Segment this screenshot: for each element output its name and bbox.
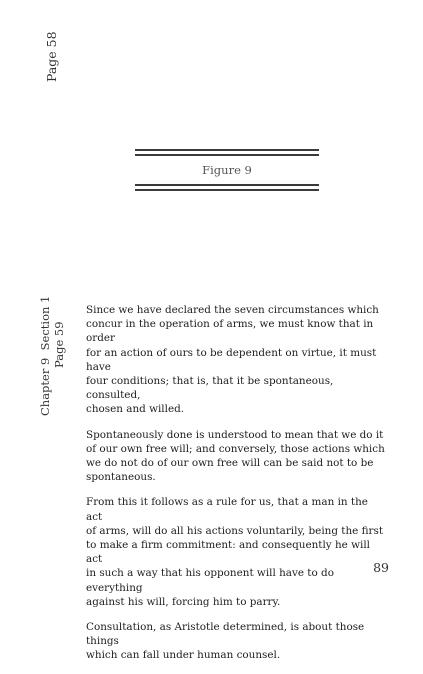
page-label: Page 59 [52, 321, 66, 368]
chapter-label: Chapter 9 [38, 357, 52, 416]
figure-bottom-rule-1 [135, 184, 319, 186]
paragraph: Since we have declared the seven circumstances which concur in the operation of arms, we must know that in order for an action of ours to be dependent on virtue, it must have four conditions; that is, that it be spontaneous, consulted, chosen and willed. [86, 304, 379, 416]
figure-bottom-rule-2 [135, 189, 319, 191]
figure-placeholder [135, 149, 319, 191]
figure-top-rule-1 [135, 149, 319, 151]
figure-top-rule-2 [135, 154, 319, 156]
page-number: 89 [373, 560, 389, 575]
chapter-section-line [38, 296, 52, 416]
chapter-section-label [38, 295, 78, 450]
paragraph: Consultation, as Aristotle determined, is about those things which can fall under human counsel. [86, 621, 365, 662]
section-label: Section 1 [38, 295, 52, 351]
running-page-label-text: Page 58 [44, 31, 59, 82]
running-page-label [44, 30, 66, 90]
figure-caption: Figure 9 [202, 163, 252, 177]
paragraph: From this it follows as a rule for us, that a man in the act of arms, will do all his actions voluntarily, being the first to make a firm commitment: and consequently he will act in such a way that his opponent will have to do everything against his will, forcing him to parry. [86, 496, 384, 608]
paragraph: Spontaneously done is understood to mean that we do it of our own free will; and conversely, those actions which we do not do of our own free will can be said not to be spontaneous. [86, 428, 385, 484]
body-text [86, 303, 386, 674]
